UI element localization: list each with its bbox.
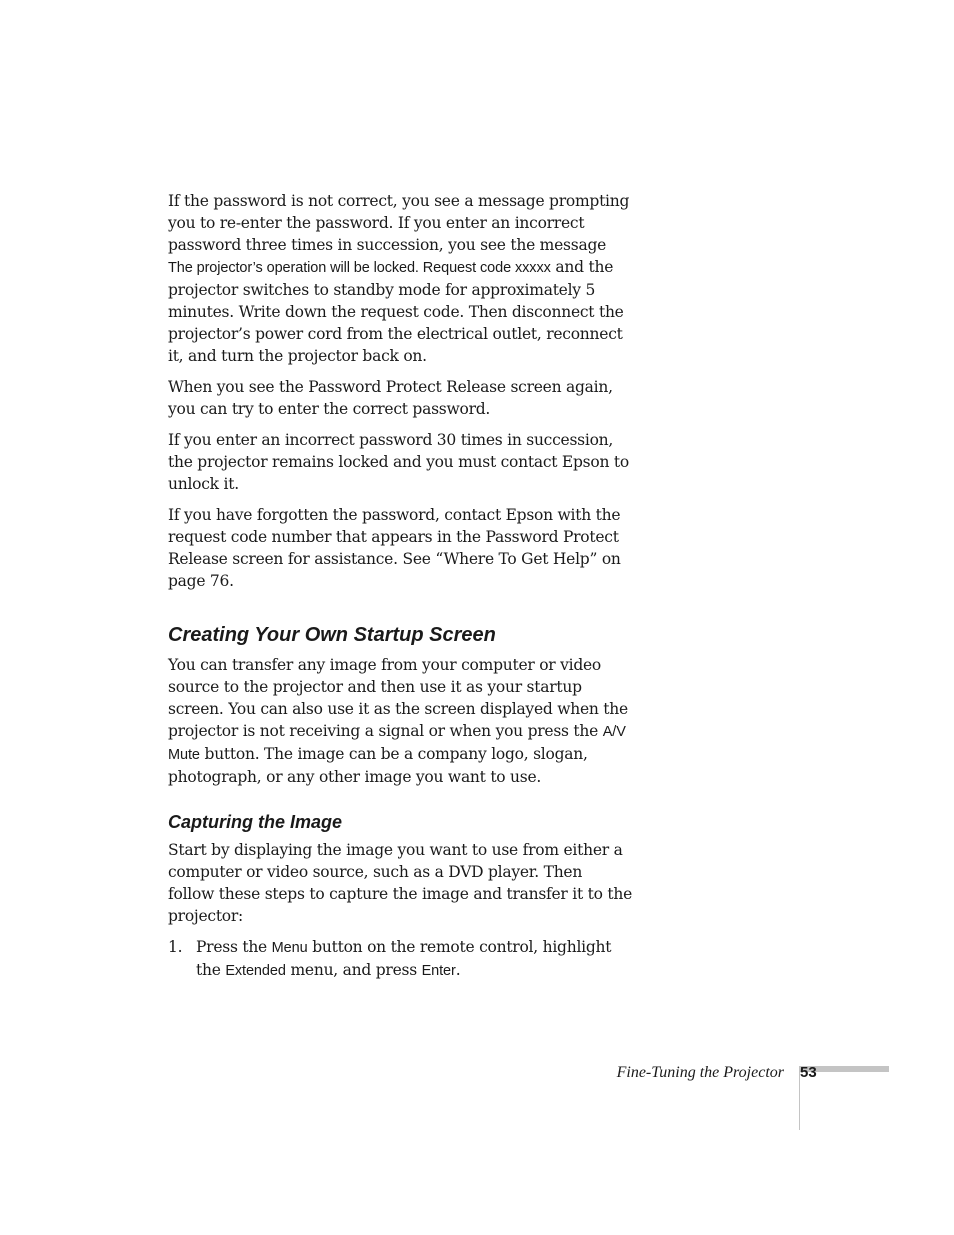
- footer-chapter-title: Fine-Tuning the Projector: [616, 1064, 784, 1081]
- enter-button-name: Enter: [421, 963, 456, 979]
- menu-button-name: Menu: [271, 940, 308, 956]
- step-number: 1.: [168, 938, 183, 956]
- lock-message-text: The projector’s operation will be locked. Request code xxxxx: [168, 260, 551, 276]
- paragraph-thirty-attempts: If you enter an incorrect password 30 times in succession, the projector remains locked and you must contact Epson to unlock it.: [168, 431, 629, 493]
- text-column: [168, 190, 632, 991]
- paragraph-forgotten-password: If you have forgotten the password, contact Epson with the request code number that appears in the Password Protect Release screen for assistance. See “Where To Get Help” on page 76.: [168, 506, 621, 590]
- extended-menu-name: Extended: [225, 963, 286, 979]
- step-item: [168, 936, 632, 982]
- step-text: button on the remote control, highlight the: [196, 938, 612, 979]
- paragraph-text: If the password is not correct, you see a message prompting you to re-enter the password. If you enter an incorrect password three times in succession, you see the message: [168, 192, 630, 254]
- paragraph-text: You can transfer any image from your computer or video source to the projector and then use it as your startup screen. You can also use it as the screen displayed when the projector is not receiving a signal or when you press the: [168, 656, 628, 740]
- step-text: Press the: [196, 938, 272, 956]
- paragraph-incorrect-password: [168, 190, 632, 367]
- subsection-heading: Capturing the Image: [168, 812, 343, 832]
- page-number: 53: [800, 1064, 817, 1081]
- paragraph-startup-screen: [168, 654, 632, 788]
- step-text: menu, and press: [285, 961, 422, 979]
- paragraph-capture-intro: Start by displaying the image you want to use from either a computer or video source, such as a DVD player. Then follow these steps to capture the image and transfer it to the projector:: [168, 841, 633, 925]
- paragraph-text: and the projector switches to standby mode for approximately 5 minutes. Write down the request code. Then disconnect the projector’s power cord from the electrical outlet, reconnect it, and turn the projector back on.: [168, 258, 624, 365]
- section-heading: Creating Your Own Startup Screen: [168, 624, 496, 646]
- paragraph-release-screen: When you see the Password Protect Release screen again, you can try to enter the correct password.: [168, 378, 613, 418]
- paragraph-text: button. The image can be a company logo, slogan, photograph, or any other image you want to use.: [168, 745, 588, 786]
- step-text: .: [455, 961, 461, 979]
- av-mute-button-name: A/V Mute: [168, 724, 626, 763]
